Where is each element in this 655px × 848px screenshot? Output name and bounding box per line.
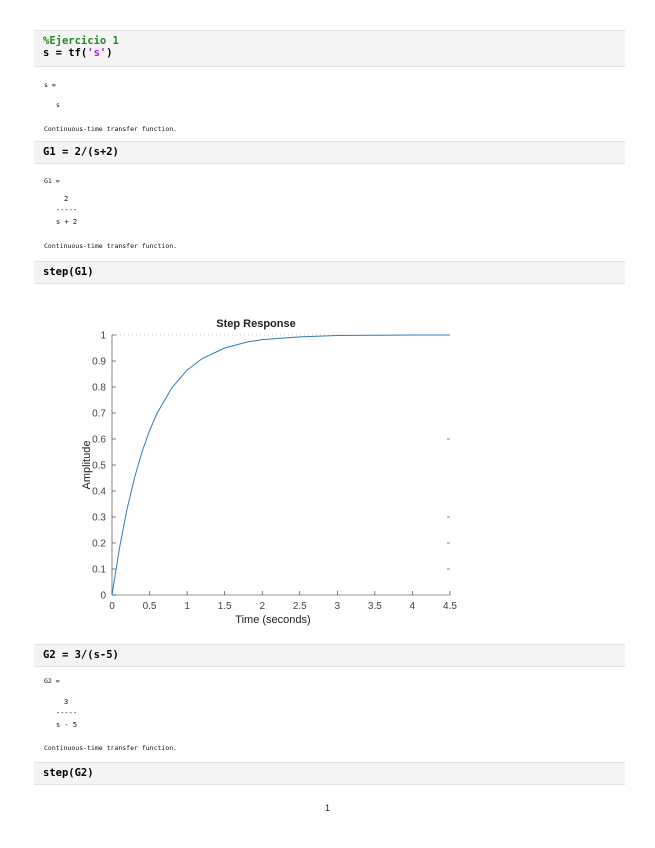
fraction-numerator: 2 xyxy=(64,195,69,203)
x-tick-label: 0.5 xyxy=(142,601,157,612)
code-text: ) xyxy=(106,47,113,59)
code-cell-5[interactable] xyxy=(34,762,625,785)
x-tick-label: 4 xyxy=(409,601,416,612)
code-text: s = tf( xyxy=(43,47,88,59)
code-cell-2[interactable] xyxy=(34,141,625,164)
code-line: G2 = 3/(s-5) xyxy=(43,649,119,661)
x-axis-label: Time (seconds) xyxy=(235,614,311,626)
code-comment: %Ejercicio 1 xyxy=(43,35,119,47)
step-response-line xyxy=(112,335,450,595)
code-cell-4[interactable] xyxy=(34,644,625,667)
x-tick-label: 3.5 xyxy=(367,601,382,612)
y-tick-label: 0.6 xyxy=(92,434,106,446)
x-tick-label: 2.5 xyxy=(292,601,307,612)
y-tick-label: 0 xyxy=(100,590,106,602)
y-tick-label: 0.7 xyxy=(92,408,106,420)
output-description: Continuous-time transfer function. xyxy=(44,125,178,133)
code-string: 's' xyxy=(87,47,107,59)
step-response-chart xyxy=(0,300,655,640)
code-line: step(G1) xyxy=(43,266,94,278)
output-description: Continuous-time transfer function. xyxy=(44,744,178,752)
x-tick-label: 3 xyxy=(334,601,341,612)
y-tick-label: 0.4 xyxy=(92,486,106,498)
x-tick-label: 1.5 xyxy=(217,601,232,612)
y-tick-label: 1 xyxy=(100,330,106,342)
x-tick-label: 0 xyxy=(109,601,115,612)
y-tick-label: 0.3 xyxy=(92,512,106,524)
page-number: 1 xyxy=(324,803,330,813)
output-label: G2 = xyxy=(44,677,60,685)
x-tick-label: 1 xyxy=(184,601,190,612)
x-tick-label: 2 xyxy=(259,601,266,612)
y-tick-label: 0.2 xyxy=(92,538,106,550)
code-line xyxy=(43,47,616,59)
output-description: Continuous-time transfer function. xyxy=(44,242,178,250)
fraction-denominator: s + 2 xyxy=(56,218,78,226)
code-cell-3[interactable] xyxy=(34,261,625,284)
fraction-numerator: 3 xyxy=(64,698,69,706)
output-value: s xyxy=(56,101,60,109)
x-tick-label: 4.5 xyxy=(443,601,457,612)
y-tick-label: 0.8 xyxy=(92,382,106,394)
chart-title: Step Response xyxy=(216,318,296,330)
code-cell-1[interactable] xyxy=(34,30,625,67)
fraction-denominator: s - 5 xyxy=(56,721,78,729)
fraction-bar: ----- xyxy=(56,206,78,214)
y-tick-label: 0.9 xyxy=(92,356,106,368)
code-line: step(G2) xyxy=(43,767,94,779)
y-tick-label: 0.1 xyxy=(92,564,106,576)
code-line: G1 = 2/(s+2) xyxy=(43,146,119,158)
output-label: G1 = xyxy=(44,177,60,185)
fraction-bar: ----- xyxy=(56,709,78,717)
y-axis-label: Amplitude xyxy=(81,440,93,490)
output-label: s = xyxy=(44,81,56,89)
y-tick-label: 0.5 xyxy=(92,460,106,472)
